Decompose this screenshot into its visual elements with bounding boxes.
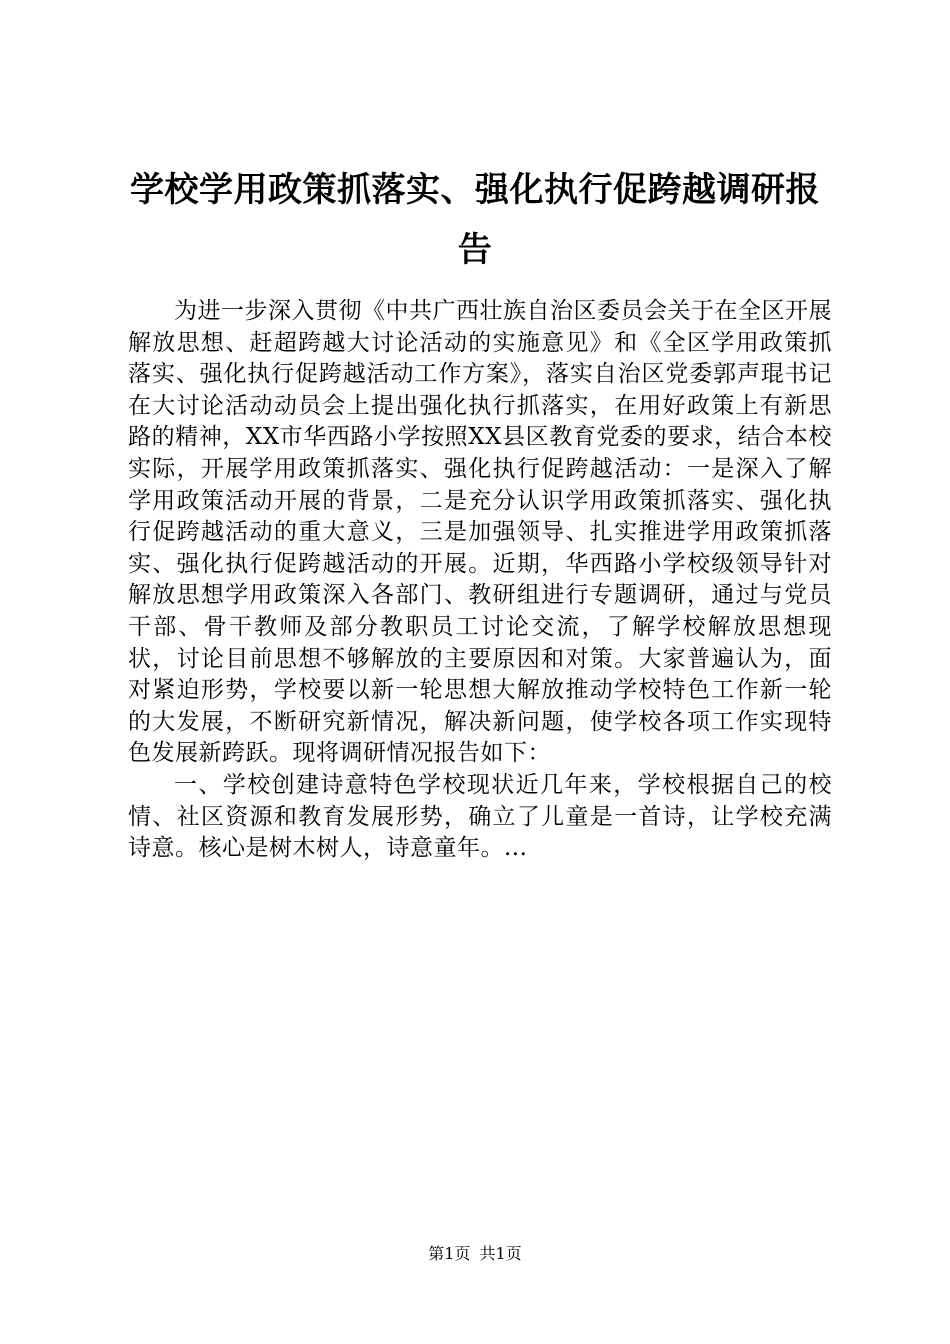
document-body	[128, 296, 832, 865]
page-number-total: 共1页	[479, 1244, 522, 1263]
document-title: 学校学用政策抓落实、强化执行促跨越调研报告	[130, 170, 820, 270]
page-footer	[0, 1244, 950, 1264]
page-number-current: 第1页	[428, 1244, 471, 1263]
body-paragraph-2: 一、学校创建诗意特色学校现状近几年来，学校根据自己的校情、社区资源和教育发展形势，确立了儿童是一首诗，让学校充满诗意。核心是树木树人，诗意童年。...	[128, 771, 832, 862]
body-paragraph-1: 为进一步深入贯彻《中共广西壮族自治区委员会关于在全区开展解放思想、赶超跨越大讨论活动的实施意见》和《全区学用政策抓落实、强化执行促跨越活动工作方案》，落实自治区党委郭声琨书记在大讨论活动动员会上提出强化执行抓落实，在用好政策上有新思路的精神，XX市华西路小学按照XX县区教育党委的要求，结合本校实际，开展学用政策抓落实、强化执行促跨越活动：一是深入了解学用政策活动开展的背景，二是充分认识学用政策抓落实、强化执行促跨越活动的重大意义，三是加强领导、扎实推进学用政策抓落实、强化执行促跨越活动的开展。近期，华西路小学校级领导针对解放思想学用政策深入各部门、教研组进行专题调研，通过与党员干部、骨干教师及部分教职员工讨论交流，了解学校解放思想现状，讨论目前思想不够解放的主要原因和对策。大家普遍认为，面对紧迫形势，学校要以新一轮思想大解放推动学校特色工作新一轮的大发展，不断研究新情况，解决新问题，使学校各项工作实现特色发展新跨跃。现将调研情况报告如下：	[128, 298, 832, 767]
